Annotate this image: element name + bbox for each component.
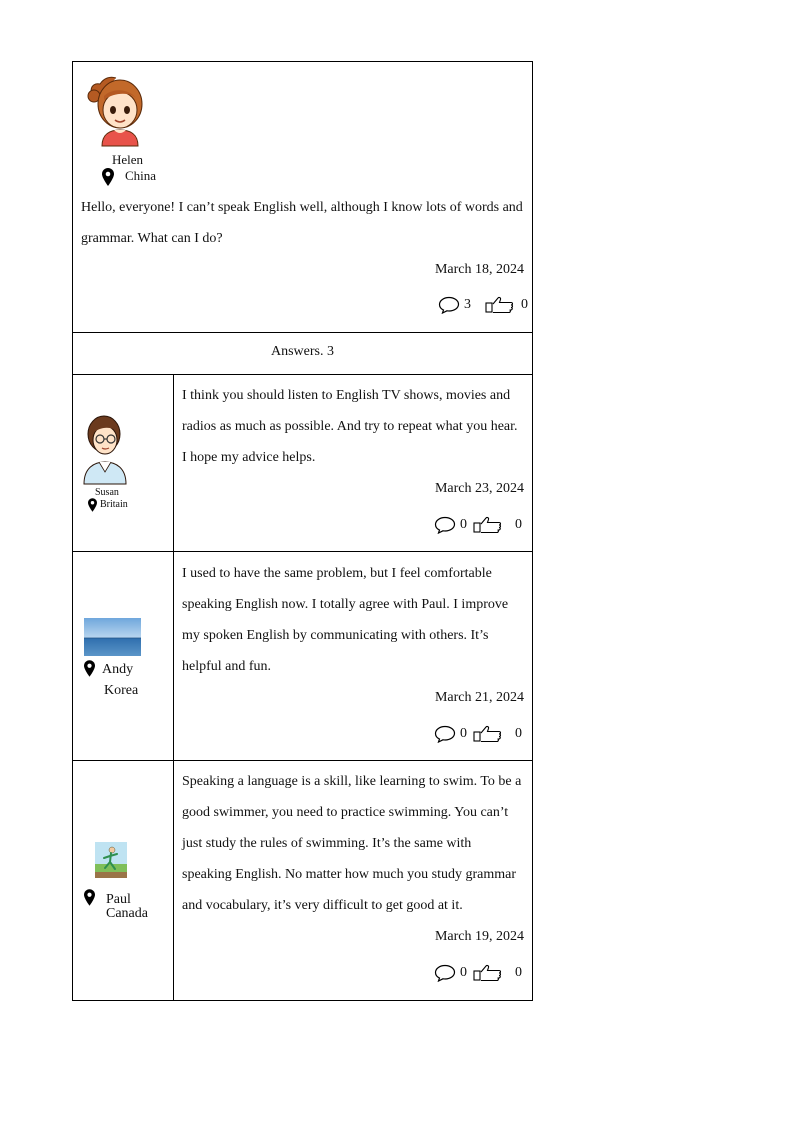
answer-text-line: good swimmer, you need to practice swimming. You can’t bbox=[182, 805, 509, 820]
speech-bubble-icon[interactable] bbox=[434, 725, 456, 743]
answer-date: March 21, 2024 bbox=[434, 690, 524, 705]
answer-text-line: my spoken English by communicating with others. It’s bbox=[182, 628, 489, 643]
answer-like-count: 0 bbox=[515, 517, 522, 532]
location-pin-icon bbox=[88, 498, 97, 512]
divider-question bbox=[72, 332, 533, 333]
answer-stats bbox=[434, 725, 522, 743]
thumbs-up-icon[interactable] bbox=[473, 725, 503, 743]
question-date: March 18, 2024 bbox=[434, 262, 524, 277]
answer-date: March 23, 2024 bbox=[434, 481, 524, 496]
answer-text-line: Speaking a language is a skill, like learning to swim. To be a bbox=[182, 774, 522, 789]
speech-bubble-icon[interactable] bbox=[434, 516, 456, 534]
avatar-helen bbox=[82, 70, 154, 148]
speech-bubble-icon[interactable] bbox=[438, 296, 460, 314]
location-pin-icon bbox=[84, 889, 95, 906]
answer-comment-count: 0 bbox=[460, 726, 467, 741]
answer-comment-count: 0 bbox=[460, 965, 467, 980]
answer-stats bbox=[434, 516, 522, 534]
answer-text-line: radios as much as possible. And try to repeat what you hear. bbox=[182, 419, 518, 434]
avatar-andy-sea-photo bbox=[84, 618, 141, 656]
answer-like-count: 0 bbox=[515, 726, 522, 741]
answer-user-location: Canada bbox=[106, 906, 148, 921]
question-like-count: 0 bbox=[521, 297, 528, 312]
question-comment-count: 3 bbox=[464, 297, 471, 312]
answer-text-line: speaking English now. I totally agree with Paul. I improve bbox=[182, 597, 509, 612]
question-text-line-1: Hello, everyone! I can’t speak English well, although I know lots of words and bbox=[81, 200, 523, 215]
answer-user-name: Susan bbox=[95, 487, 119, 498]
speech-bubble-icon[interactable] bbox=[434, 964, 456, 982]
divider-answer-1 bbox=[72, 551, 533, 552]
answer-stats bbox=[434, 964, 522, 982]
answer-date: March 19, 2024 bbox=[434, 929, 524, 944]
answers-header: Answers. 3 bbox=[271, 344, 334, 359]
location-pin-icon bbox=[102, 168, 114, 186]
column-divider bbox=[173, 374, 174, 1001]
answer-text-line: I hope my advice helps. bbox=[182, 450, 316, 465]
answer-user-location: Korea bbox=[104, 683, 139, 698]
answer-text-line: just study the rules of swimming. It’s the same with bbox=[182, 836, 472, 851]
answer-comment-count: 0 bbox=[460, 517, 467, 532]
question-text-line-2: grammar. What can I do? bbox=[81, 231, 223, 246]
location-pin-icon bbox=[84, 660, 95, 677]
answer-text-line: I think you should listen to English TV shows, movies and bbox=[182, 388, 511, 403]
avatar-susan bbox=[80, 410, 130, 488]
question-user-location: China bbox=[125, 168, 157, 183]
thumbs-up-icon[interactable] bbox=[473, 516, 503, 534]
answer-text-line: helpful and fun. bbox=[182, 659, 272, 674]
question-user-name: Helen bbox=[112, 152, 144, 167]
answer-user-name: Paul bbox=[106, 892, 131, 907]
answer-text-line: and vocabulary, it’s very difficult to get good at it. bbox=[182, 898, 463, 913]
question-stats bbox=[438, 296, 528, 314]
answer-text-line: speaking English. No matter how much you study grammar bbox=[182, 867, 516, 882]
answer-text-line: I used to have the same problem, but I feel comfortable bbox=[182, 566, 492, 581]
divider-answer-2 bbox=[72, 760, 533, 761]
divider-header bbox=[72, 374, 533, 375]
thumbs-up-icon[interactable] bbox=[485, 296, 515, 314]
thumbs-up-icon[interactable] bbox=[473, 964, 503, 982]
avatar-paul-runner bbox=[95, 842, 127, 878]
answer-user-location: Britain bbox=[100, 499, 128, 510]
answer-like-count: 0 bbox=[515, 965, 522, 980]
answer-user-name: Andy bbox=[102, 662, 134, 677]
